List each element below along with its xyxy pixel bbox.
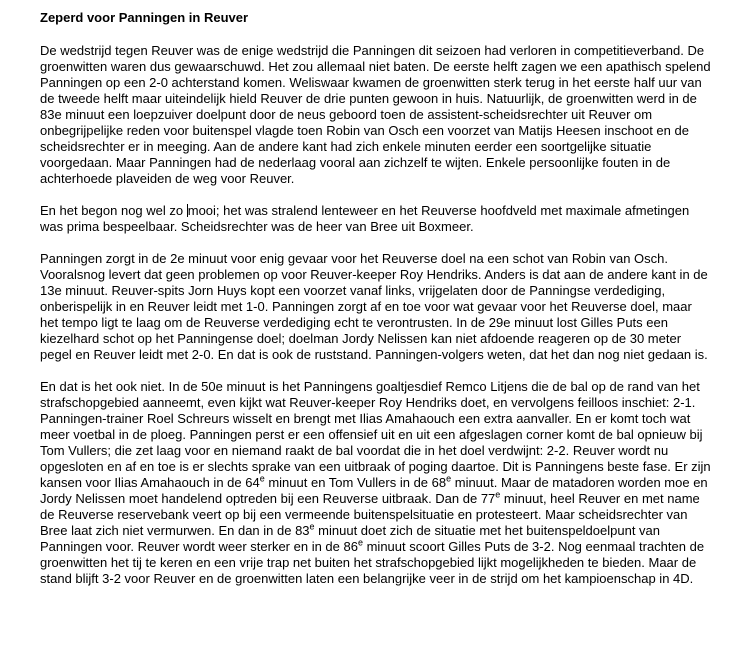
paragraph: En het begon nog wel zo mooi; het was stralend lenteweer en het Reuverse hoofdveld met maximale afmetingen was prima bespeelbaar. Scheidsrechter was de heer van Bree uit Boxmeer. (40, 203, 690, 234)
ordinal-superscript: e (309, 521, 315, 532)
ordinal-superscript: e (357, 537, 363, 548)
ordinal-superscript: e (495, 489, 501, 500)
article-title: Zeperd voor Panningen in Reuver (40, 10, 249, 25)
article-body (40, 43, 712, 587)
paragraph: De wedstrijd tegen Reuver was de enige wedstrijd die Panningen dit seizoen had verloren in competitieverband. De groenwitten waren dus gewaarschuwd. Het zou allemaal niet baten. De eerste helft zagen we een apathisch spelend Panningen op een 2-0 achterstand komen. Weliswaar kwamen de groenwitten sterk terug in het eerste half uur van de tweede helft maar uiteindelijk hield Reuver de drie punten gewoon in huis. Natuurlijk, de groenwitten werd in de 83e minuut een loepzuiver doelpunt door de neus geboord toen de assistent-scheidsrechter uit Reuver om onbegrijpelijke reden voor buitenspel vlagde toen Robin van Osch een voorzet van Matijs Heesen inschoot en de scheidsrechter er in meeging. Aan de andere kant had zich enkele minuten eerder een soortgelijke situatie voorgedaan. Maar Panningen had de nederlaag vooral aan zichzelf te wijten. Enkele persoonlijke fouten in de achterhoede plaveiden de weg voor Reuver. (40, 43, 711, 186)
paragraph: Panningen zorgt in de 2e minuut voor enig gevaar voor het Reuverse doel na een schot van Robin van Osch. Vooralsnog levert dat geen problemen op voor Reuver-keeper Roy Hendriks. Anders is dat aan de andere kant in de 13e minuut. Reuver-spits Jorn Huys kopt een voorzet vanaf links, vrijgelaten door de Panningse verdediging, onberispelijk in en Reuver leidt met 1-0. Panningen zorgt af en toe voor wat gevaar voor het Reuverse doel, maar het tempo ligt te laag om de Reuverse verdediging echt te verontrusten. In de 29e minuut lost Gilles Puts een kiezelhard schot op het Panningense doel; doelman Jordy Nelissen kan niet afdoende reageren op de 30 meter pegel en Reuver leidt met 2-0. En dat is ook de ruststand. Panningen-volgers weten, dat het dan nog niet gedaan is. (40, 251, 708, 362)
paragraph: En dat is het ook niet. In de 50e minuut is het Panningens goaltjesdief Remco Litjens die de bal op de rand van het strafschopgebied aanneemt, even kijkt wat Reuver-keeper Roy Hendriks doet, en vervolgens feilloos inschiet: 2-1. Panningen-trainer Roel Schreurs wisselt en brengt met Ilias Amahaouch een extra aanvaller. En er komt toch wat meer voetbal in de ploeg. Panningen perst er een offensief uit en uit een afgeslagen corner komt de bal opnieuw bij Tom Vullers; die zet laag voor en niemand raakt de bal voordat die in het doel verdwijnt: 2-2. Reuver wordt nu opgesloten en af en toe is er slechts sprake van een uitbraak of poging daartoe. Dit is Panningens beste fase. Er zijn kansen voor Ilias Amahaouch in de 64e minuut en Tom Vullers in de 68e minuut. Maar de matadoren worden moe en Jordy Nelissen moet handelend optreden bij een Reuverse uitbraak. Dan de 77e minuut, heel Reuver en met name de Reuverse reservebank veert op bij een vermeende buitenspelsituatie en protesteert. Maar scheidsrechter van Bree laat zich niet vermurwen. En dan in de 83e minuut doet zich de situatie met het buitenspeldoelpunt van Panningen voor. Reuver wordt weer sterker en in de 86e minuut scoort Gilles Puts de 3-2. Nog eenmaal trachten de groenwitten het tij te keren en een vrije trap net buiten het strafschopgebied lijkt mogelijkheden te bieden. Maar de stand blijft 3-2 voor Reuver en de groenwitten laten een belangrijke veer in de strijd om het kampioenschap in 4D. (40, 379, 711, 586)
text-cursor (187, 204, 188, 217)
ordinal-superscript: e (446, 473, 452, 484)
ordinal-superscript: e (259, 473, 265, 484)
